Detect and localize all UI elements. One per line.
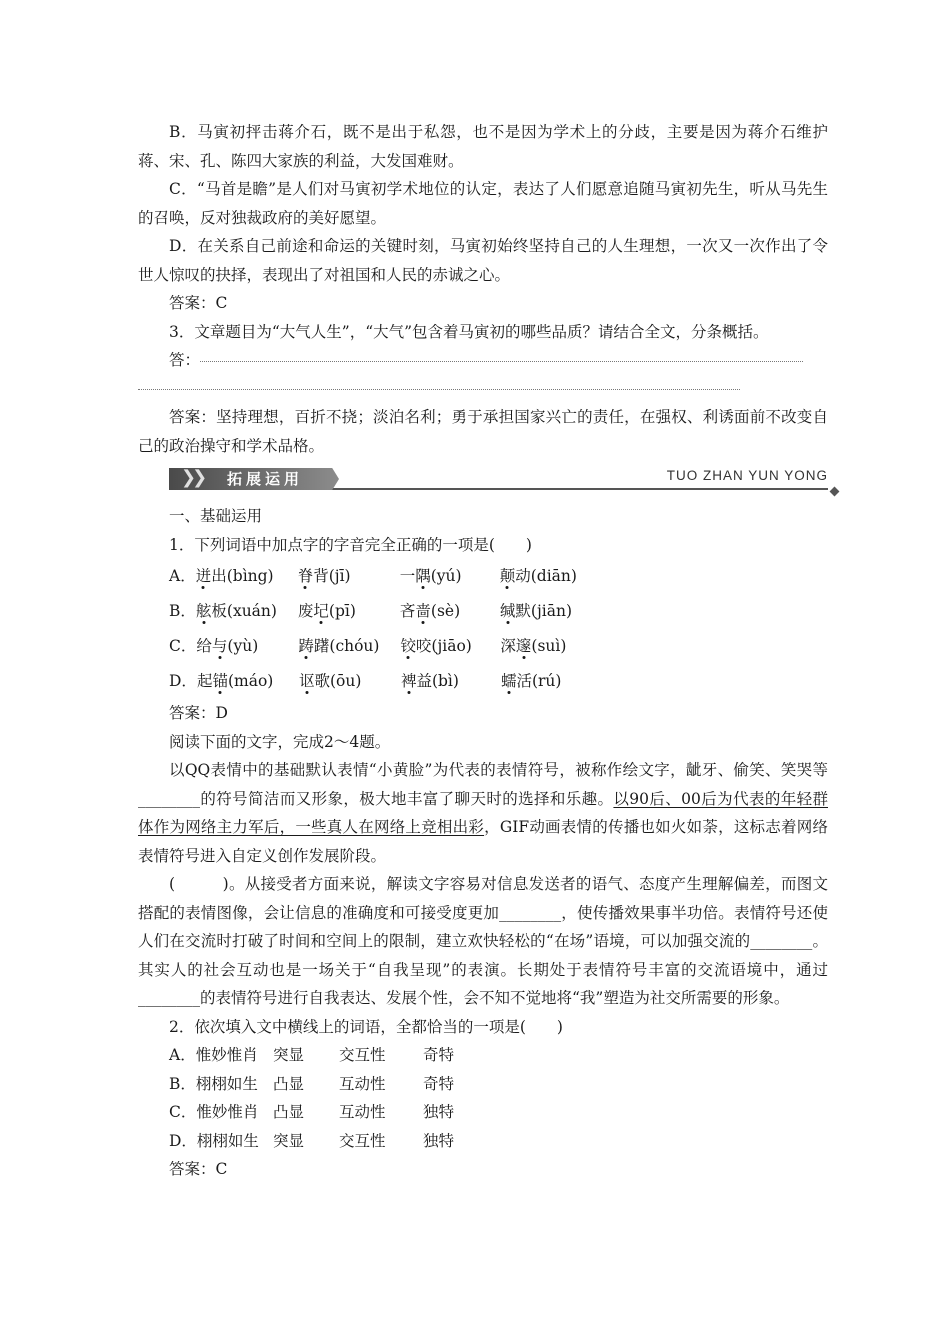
pinyin-item: 讴歌(ōu)	[298, 672, 362, 690]
pinyin-item: 缄默(jiān)	[499, 602, 572, 620]
dotted-character: 圮	[313, 602, 329, 620]
word-option-cell: 突显	[273, 1046, 305, 1064]
passage-paragraph-2: ( )。从接受者方面来说，解读文字容易对信息发送者的语气、态度产生理解偏差，而图文搭配的表情图像，会让信息的准确度和可接受度更加________，使传播效果事半功倍。表情符号还使人们在交流时打破了时间和空间上的限制，建立欢快轻松的“在场”语境，可以加强交流的________。其实人的社会互动也是一场关于“自我呈现”的表演。长期处于表情符号丰富的交流语境中，通过________的表情符号进行自我表达、发展个性，会不知不觉地将“我”塑造为社交所需要的形象。	[138, 875, 828, 1007]
question-2: 2．依次填入文中横线上的词语，全都恰当的一项是( )	[169, 1017, 563, 1036]
pinyin-item: 吝啬(sè)	[399, 602, 461, 620]
word-option-cell: 奇特	[423, 1074, 455, 1093]
dotted-character: 颠	[499, 567, 516, 585]
reading-instruction: 阅读下面的文字，完成2～4题。	[169, 732, 391, 751]
pinyin-item: 舷板(xuán)	[195, 602, 277, 620]
option-label: C．	[169, 637, 197, 655]
option-b: B．马寅初抨击蒋介石，既不是出于私怨，也不是因为学术上的分歧，主要是因为蒋介石维护蒋、宋、孔、陈四大家族的利益，大发国难财。	[138, 123, 828, 170]
option-label: D．	[169, 672, 197, 690]
word-option-cell: C．惟妙惟肖	[169, 1103, 259, 1121]
word-option-cell: 独特	[423, 1103, 455, 1121]
word-option-cell: B．栩栩如生	[169, 1074, 258, 1093]
pinyin-item: 迸出(bìng)	[195, 567, 274, 585]
answer-line-2[interactable]	[138, 375, 828, 404]
question-1: 1．下列词语中加点字的字音完全正确的一项是( )	[169, 535, 532, 554]
pinyin-option-row	[138, 594, 828, 629]
pinyin-item: 踌躇(chóu)	[298, 637, 380, 655]
word-option-cell: 凸显	[273, 1103, 305, 1121]
word-option-cell: A．惟妙惟肖	[169, 1046, 258, 1064]
dotted-character: 啬	[415, 602, 431, 620]
answer-p1: 答案：D	[169, 704, 228, 722]
pinyin-item: 深邃(suì)	[500, 637, 567, 655]
dotted-character: 锚	[212, 672, 228, 690]
option-label: A．	[169, 567, 196, 585]
pinyin-item: 铰咬(jiāo)	[400, 637, 472, 655]
word-option-cell: 突显	[273, 1131, 305, 1150]
dotted-character: 邃	[515, 637, 532, 655]
banner-english: TUO ZHAN YUN YONG	[661, 468, 828, 483]
word-option-cell: 凸显	[273, 1074, 305, 1093]
passage-paragraph-1	[138, 756, 828, 870]
word-option-row	[138, 1127, 828, 1156]
passage-text: ，GIF动画表情的传播也如火如荼，这标志着网络表情符号进入自定义创作发展阶段。	[138, 818, 828, 865]
pinyin-option-row	[138, 664, 828, 699]
diamond-icon	[830, 487, 840, 497]
word-option-row	[138, 1041, 828, 1070]
answer-q2: 答案：C	[169, 1160, 228, 1178]
dotted-character: 铰	[400, 637, 416, 655]
answer-q1: 答案：C	[169, 294, 228, 312]
pinyin-item: 蠕活(rú)	[500, 672, 562, 690]
word-option-row	[138, 1098, 828, 1127]
dotted-line	[200, 361, 803, 362]
double-chevron-icon: ❯❯	[181, 467, 204, 488]
section-banner	[169, 466, 828, 492]
section-heading: 一、基础运用	[169, 507, 263, 525]
banner-title: 拓展运用	[227, 470, 304, 488]
dotted-line	[138, 389, 740, 390]
question-3: 3．文章题目为“大气人生”，“大气”包含着马寅初的哪些品质？请结合全文，分条概括。	[169, 322, 769, 341]
dotted-character: 踌	[298, 637, 314, 655]
option-label: B．	[169, 602, 196, 620]
word-option-cell: 互动性	[339, 1103, 386, 1121]
option-c: C．“马首是瞻”是人们对马寅初学术地位的认定，表达了人们愿意追随马寅初先生，听从马先生的召唤，反对独裁政府的美好愿望。	[138, 180, 828, 227]
pinyin-option-row	[138, 629, 828, 664]
pinyin-item: 起锚(máo)	[196, 672, 274, 690]
word-option-cell: 独特	[423, 1131, 455, 1150]
pinyin-item: 废圮(pī)	[297, 602, 356, 620]
dotted-character: 迸	[195, 567, 212, 585]
underlined-sentence: 以90后、00后为代表的年轻群体作为网络主力军后，一些真人在网络上竞相出彩	[138, 789, 828, 836]
dotted-character: 脊	[297, 567, 314, 585]
word-option-row	[138, 1070, 828, 1099]
pinyin-item: 颠动(diān)	[499, 567, 577, 585]
dotted-character: 与	[211, 637, 228, 655]
dotted-character: 隅	[415, 567, 431, 585]
dotted-character: 讴	[298, 672, 315, 690]
word-option-cell: 交互性	[339, 1131, 386, 1150]
passage-text: 以QQ表情中的基础默认表情“小黄脸”为代表的表情符号，被称作绘文字，龇牙、偷笑、笑哭等________的符号简洁而又形象，极大地丰富了聊天时的选择和乐趣。	[138, 761, 828, 808]
pinyin-item: 一隅(yú)	[399, 567, 462, 585]
dotted-character: 缄	[499, 602, 516, 620]
answer-line[interactable]	[138, 346, 828, 375]
answer-prompt: 答：	[169, 351, 201, 369]
pinyin-options	[138, 559, 828, 699]
word-option-cell: 交互性	[339, 1046, 386, 1064]
pinyin-item: 裨益(bì)	[400, 672, 459, 690]
dotted-character: 裨	[400, 672, 417, 690]
word-option-cell: 互动性	[339, 1074, 386, 1093]
word-option-cell: D．栩栩如生	[169, 1131, 259, 1150]
dotted-character: 蠕	[500, 672, 517, 690]
dotted-character: 舷	[195, 602, 212, 620]
pinyin-option-row	[138, 559, 828, 594]
document-page	[138, 118, 828, 1184]
word-options	[138, 1041, 828, 1155]
pinyin-item: 给与(yù)	[196, 637, 259, 655]
word-option-cell: 奇特	[423, 1046, 455, 1064]
answer-q3: 答案：坚持理想，百折不挠；淡泊名利；勇于承担国家兴亡的责任，在强权、利诱面前不改变自己的政治操守和学术品格。	[138, 408, 828, 455]
pinyin-item: 脊背(jī)	[297, 567, 351, 585]
option-d: D．在关系自己前途和命运的关键时刻，马寅初始终坚持自己的人生理想，一次又一次作出了令世人惊叹的抉择，表现出了对祖国和人民的赤诚之心。	[138, 237, 828, 284]
